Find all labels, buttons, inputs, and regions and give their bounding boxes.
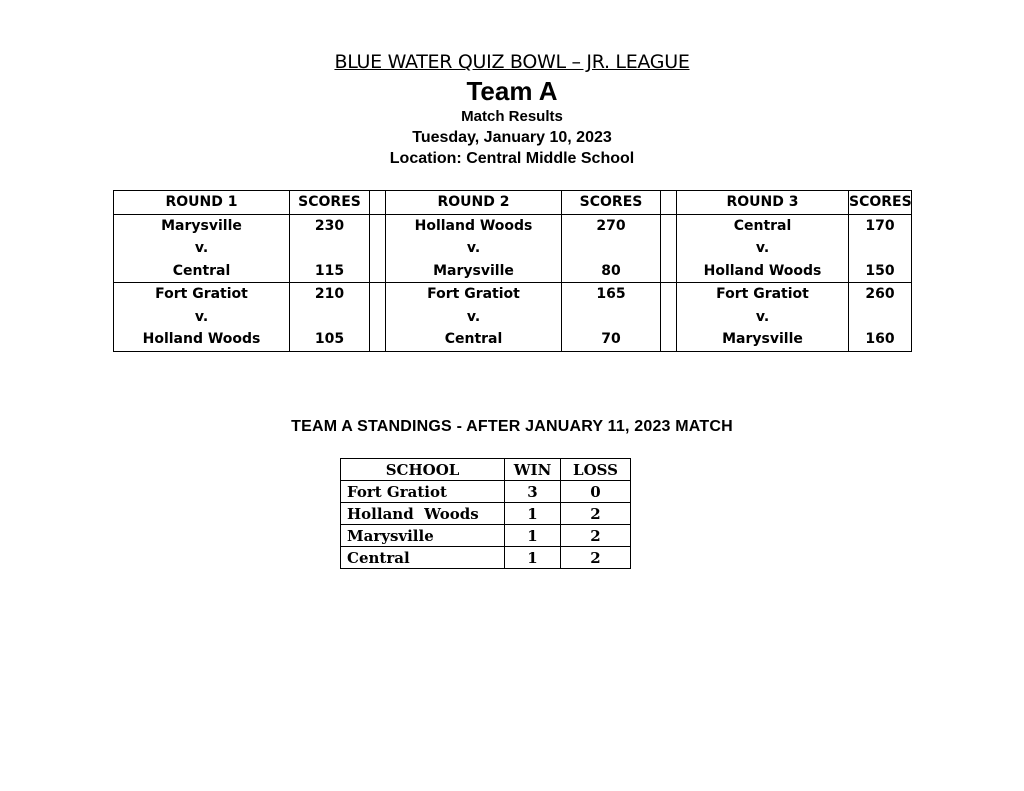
standings-title: TEAM A STANDINGS - AFTER JANUARY 11, 2023 MATCH (291, 418, 733, 435)
standings-row (341, 525, 631, 547)
versus-label: v. (677, 306, 849, 329)
team-name: Central (114, 260, 290, 283)
match-row-team1 (114, 214, 912, 237)
team-name: Fort Gratiot (114, 283, 290, 306)
round-2-header: ROUND 2 (386, 191, 562, 215)
versus-label: v. (386, 306, 562, 329)
school-name: Marysville (341, 525, 505, 547)
team-name: Central (386, 328, 562, 351)
team-name: Marysville (386, 260, 562, 283)
team-score: 70 (562, 328, 661, 351)
versus-label: v. (386, 237, 562, 260)
match-results-table (113, 190, 912, 352)
round-1-scores-header: SCORES (290, 191, 370, 215)
team-name: Holland Woods (114, 328, 290, 351)
school-name: Fort Gratiot (341, 481, 505, 503)
team-score: 270 (562, 214, 661, 237)
standings-table (340, 458, 631, 569)
team-title: Team A (466, 76, 558, 106)
loss-count: 2 (561, 525, 631, 547)
team-name: Marysville (114, 214, 290, 237)
team-score: 165 (562, 283, 661, 306)
standings-row (341, 547, 631, 569)
school-name: Central (341, 547, 505, 569)
results-header-row (114, 191, 912, 215)
match-row-team2 (114, 328, 912, 351)
match-results-subtitle: Match Results (461, 108, 563, 125)
team-score: 230 (290, 214, 370, 237)
team-score: 260 (849, 283, 912, 306)
match-row-versus (114, 237, 912, 260)
win-count: 1 (505, 525, 561, 547)
team-name: Fort Gratiot (677, 283, 849, 306)
match-location: Location: Central Middle School (389, 150, 635, 167)
team-score: 150 (849, 260, 912, 283)
loss-column-header: LOSS (561, 459, 631, 481)
round-2-scores-header: SCORES (562, 191, 661, 215)
versus-label: v. (677, 237, 849, 260)
team-name: Holland Woods (386, 214, 562, 237)
league-title: BLUE WATER QUIZ BOWL – JR. LEAGUE (334, 51, 690, 73)
school-column-header: SCHOOL (341, 459, 505, 481)
team-name: Holland Woods (677, 260, 849, 283)
match-row-versus (114, 306, 912, 329)
win-column-header: WIN (505, 459, 561, 481)
team-score: 80 (562, 260, 661, 283)
team-score: 210 (290, 283, 370, 306)
match-date: Tuesday, January 10, 2023 (412, 129, 612, 146)
column-gap (661, 191, 677, 215)
round-3-scores-header: SCORES (849, 191, 912, 215)
loss-count: 2 (561, 547, 631, 569)
win-count: 1 (505, 503, 561, 525)
match-row-team2 (114, 260, 912, 283)
team-name: Central (677, 214, 849, 237)
versus-label: v. (114, 306, 290, 329)
document-header (0, 50, 1024, 169)
round-1-header: ROUND 1 (114, 191, 290, 215)
column-gap (370, 191, 386, 215)
standings-row (341, 481, 631, 503)
win-count: 1 (505, 547, 561, 569)
school-name: Holland Woods (341, 503, 505, 525)
loss-count: 0 (561, 481, 631, 503)
win-count: 3 (505, 481, 561, 503)
team-name: Marysville (677, 328, 849, 351)
team-score: 170 (849, 214, 912, 237)
standings-row (341, 503, 631, 525)
loss-count: 2 (561, 503, 631, 525)
versus-label: v. (114, 237, 290, 260)
round-3-header: ROUND 3 (677, 191, 849, 215)
standings-header-row (341, 459, 631, 481)
team-score: 160 (849, 328, 912, 351)
team-name: Fort Gratiot (386, 283, 562, 306)
team-score: 105 (290, 328, 370, 351)
team-score: 115 (290, 260, 370, 283)
match-row-team1 (114, 283, 912, 306)
